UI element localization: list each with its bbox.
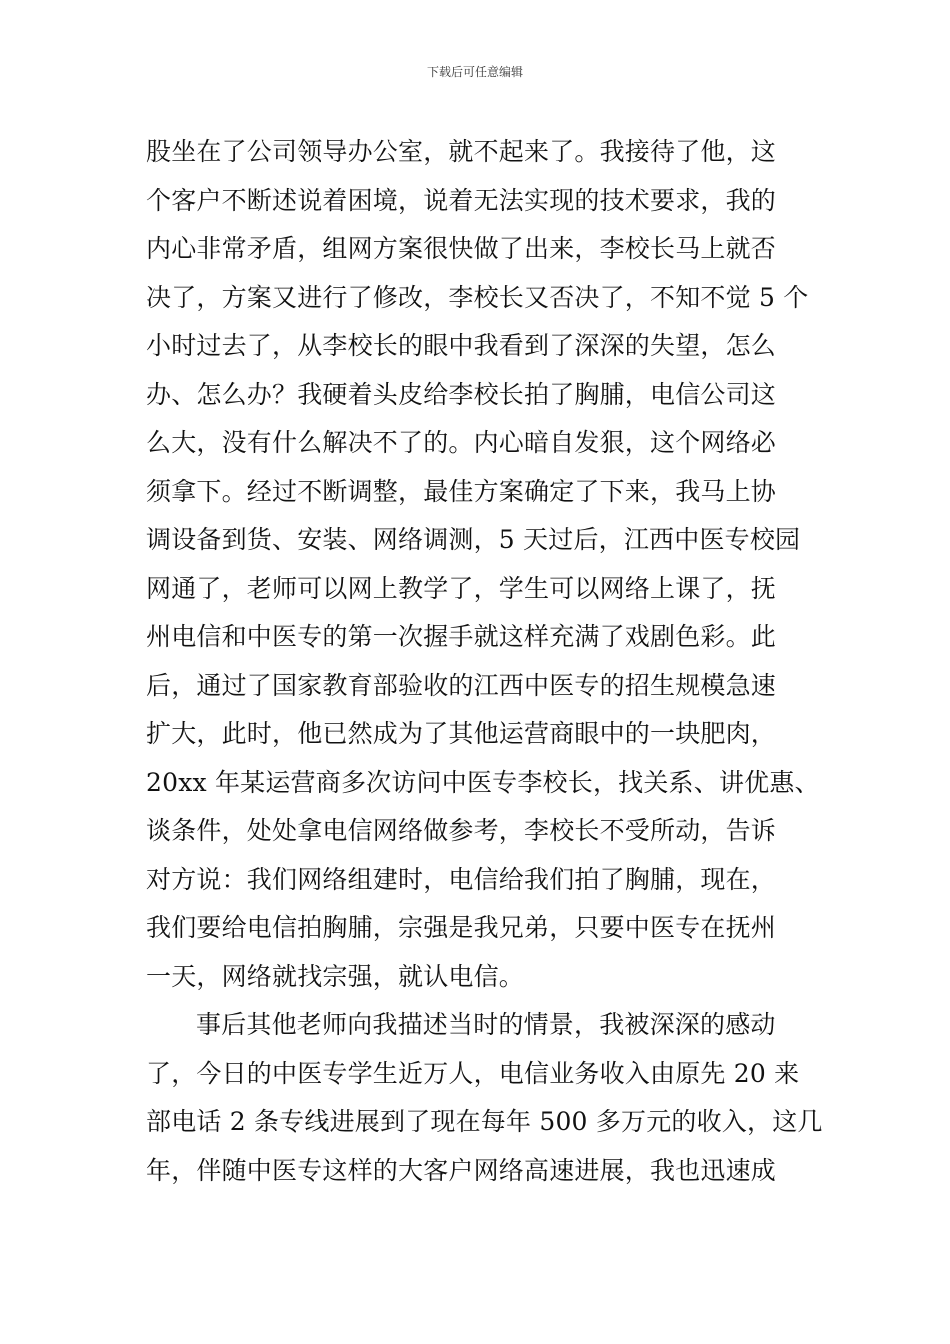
text-line: 州电信和中医专的第一次握手就这样充满了戏剧色彩。此 — [146, 622, 777, 651]
document-body — [146, 128, 823, 1195]
text-line: 么大，没有什么解决不了的。内心暗自发狠，这个网络必 — [146, 428, 777, 457]
paragraph-2 — [146, 1001, 823, 1195]
text-line: 了，今日的中医专学生近万人，电信业务收入由原先 20 来 — [146, 1058, 800, 1088]
text-line: 20xx 年某运营商多次访问中医专李校长，找关系、讲优惠、 — [146, 767, 820, 797]
text-line: 调设备到货、安装、网络调测，5 天过后，江西中医专校园 — [146, 525, 801, 554]
text-line: 决了，方案又进行了修改，李校长又否决了，不知不觉 5 个 — [146, 282, 809, 312]
text-line: 扩大，此时，他已然成为了其他运营商眼中的一块肥肉， — [146, 719, 777, 748]
text-line: 事后其他老师向我描述当时的情景，我被深深的感动 — [196, 1010, 776, 1039]
text-line: 内心非常矛盾，组网方案很快做了出来，李校长马上就否 — [146, 234, 777, 263]
text-line: 谈条件，处处拿电信网络做参考，李校长不受所动，告诉 — [146, 816, 777, 845]
text-line: 对方说：我们网络组建时，电信给我们拍了胸脯，现在， — [146, 864, 777, 894]
text-line: 网通了，老师可以网上教学了，学生可以网络上课了，抚 — [146, 573, 777, 603]
text-line: 部电话 2 条专线进展到了现在每年 500 多万元的收入，这几 — [146, 1107, 823, 1136]
text-line: 小时过去了，从李校长的眼中我看到了深深的失望，怎么 — [146, 331, 777, 360]
text-line: 年，伴随中医专这样的大客户网络高速进展，我也迅速成 — [146, 1155, 777, 1185]
text-line: 股坐在了公司领导办公室，就不起来了。我接待了他，这 — [146, 137, 777, 166]
paragraph-1 — [146, 128, 818, 1001]
text-line: 办、怎么办？我硬着头皮给李校长拍了胸脯，电信公司这 — [146, 379, 777, 409]
text-line: 一天，网络就找宗强，就认电信。 — [146, 961, 525, 991]
text-line: 须拿下。经过不断调整，最佳方案确定了下来，我马上协 — [146, 476, 777, 506]
page-header: 下载后可任意编辑 — [426, 65, 523, 79]
text-line: 我们要给电信拍胸脯，宗强是我兄弟，只要中医专在抚州 — [146, 913, 777, 942]
text-line: 后，通过了国家教育部验收的江西中医专的招生规模急速 — [146, 670, 777, 700]
text-line: 个客户不断述说着困境，说着无法实现的技术要求，我的 — [146, 185, 777, 215]
